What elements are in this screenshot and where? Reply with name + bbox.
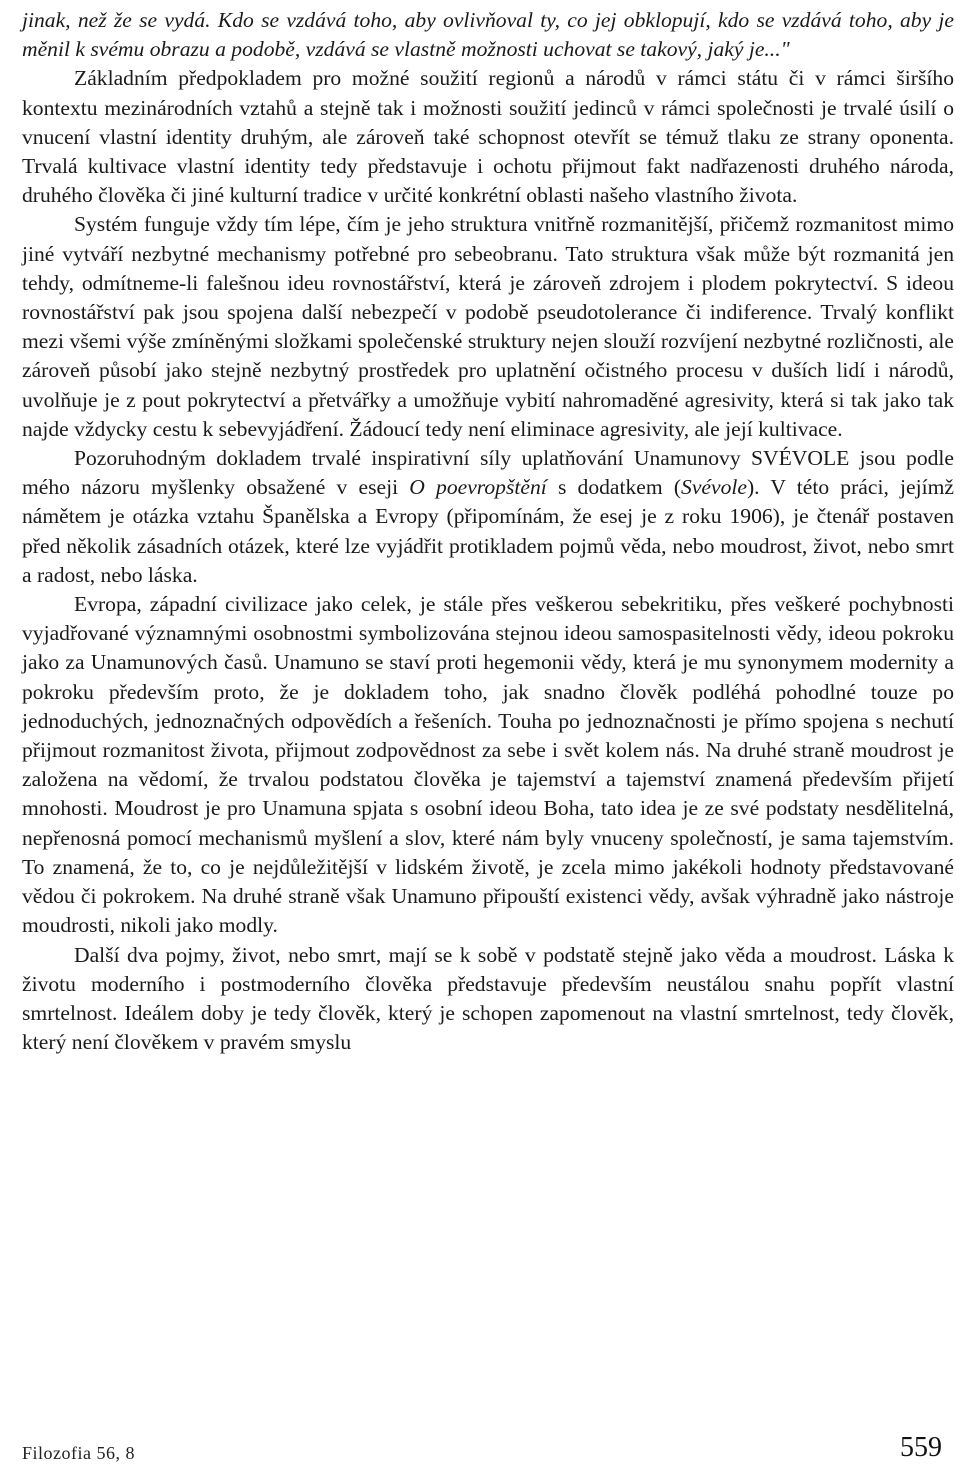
appendix-title: Svévole: [681, 475, 747, 500]
paragraph-text: ). V této práci, jejímž námětem je otázka vztahu Španělska a Evropy (připomínám, že esej je z roku 1906), je čtenář postaven před několik zásadních otázek, které lze vyjádřit protikladem pojmů věda, nebo moudrost, život, nebo smrt a radost, nebo láska.: [22, 475, 954, 587]
page-number: 559: [900, 1432, 942, 1463]
essay-title: O poevropštění: [409, 475, 547, 500]
page-footer: [22, 1428, 942, 1464]
paragraph: Evropa, západní civilizace jako celek, je stále přes veškerou sebekritiku, přes veškeré pochybnosti vyjadřované významnými osobnostmi symbolizována stejnou ideou samospasitelnosti vědy, ideou pokroku jako za Unamunových časů. Unamuno se staví proti hegemonii vědy, která je mu synonymem modernity a pokroku především proto, že je dokladem toho, jak snadno člověk podléhá pohodlné touze po jednoduchých, jednoznačných odpovědích a řešeních. Touha po jednoznačnosti je přímo spojena s nechutí přijmout rozmanitost života, přijmout zodpovědnost za sebe i svět kolem nás. Na druhé straně moudrost je založena na vědomí, že trvalou podstatou člověka je tajemství a tajemství znamená především přijetí mnohosti. Moudrost je pro Unamuna spjata s osobní ideou Boha, tato idea je ze své podstaty nesdělitelná, nepřenosná pomocí mechanismů myšlení a slov, které nám byly vnuceny společností, je sama tajemstvím. To znamená, že to, co je nejdůležitější v lidském životě, je zcela mimo jakékoli hodnoty představované vědou či pokrokem. Na druhé straně však Unamuno připouští existenci vědy, avšak výhradně jako nástroje moudrosti, nikoli jako modly.: [22, 592, 954, 938]
paragraph-text: s dodatkem (: [546, 475, 682, 500]
paragraph-continuation: jinak, než že se vydá. Kdo se vzdává toho, aby ovlivňoval ty, co jej obklopují, kdo se vzdává toho, aby je měnil k svému obrazu a podobě, vzdává se vlastně možnosti uchovat se takový, jaký je...": [22, 8, 954, 62]
document-page: [22, 6, 954, 1057]
paragraph: Další dva pojmy, život, nebo smrt, mají se k sobě v podstatě stejně jako věda a moudrost. Láska k životu moderního i postmoderního člověka představuje především neustálou snahu popřít vlastní smrtelnost. Ideálem doby je tedy člověk, který je schopen zapomenout na vlastní smrtelnost, tedy člověk, který není člověkem v pravém smyslu: [22, 942, 954, 1055]
paragraph: Základním předpokladem pro možné soužití regionů a národů v rámci státu či v rámci širšího kontextu mezinárodních vztahů a stejně tak i možnosti soužití jedinců v rámci společnosti je trvalé úsilí o vnucení vlastní identity druhým, ale zároveň také schopnost otevřít se témuž tlaku ze strany oponenta. Trvalá kultivace vlastní identity tedy představuje i ochotu přijmout fakt nadřazenosti druhého národa, druhého člověka či jiné kulturní tradice v určité konkrétní oblasti našeho vlastního života.: [22, 66, 954, 208]
paragraph: [22, 444, 954, 590]
journal-citation: Filozofia 56, 8: [22, 1443, 135, 1463]
paragraph-text: Pozoruhodným dokladem trvalé inspirativní síly uplatňování Unamunovy SVÉVOLE jsou podle mého názoru myšlenky obsažené v eseji: [22, 446, 954, 500]
paragraph: Systém funguje vždy tím lépe, čím je jeho struktura vnitřně rozmanitější, přičemž rozmanitost mimo jiné vytváří nezbytné mechanismy potřebné pro sebeobranu. Tato struktura však může být rozmanitá jen tehdy, odmítneme-li falešnou ideu rovnostářství, která je zároveň zdrojem i plodem pokrytectví. S ideou rovnostářství pak jsou spojena další nebezpečí v podobě pseudotolerance či indiference. Trvalý konflikt mezi všemi výše zmíněnými složkami společenské struktury nejen slouží rozvíjení nezbytné rozličnosti, ale zároveň působí jako stejně nezbytný prostředek pro uplatnění očistného procesu v duších lidí i národů, uvolňuje je z pout pokrytectví a přetvářky a umožňuje vybití nahromaděné agresivity, která si tak jako tak najde vždycky cestu k sebevyjádření. Žádoucí tedy není eliminace agresivity, ale její kultivace.: [22, 212, 954, 441]
